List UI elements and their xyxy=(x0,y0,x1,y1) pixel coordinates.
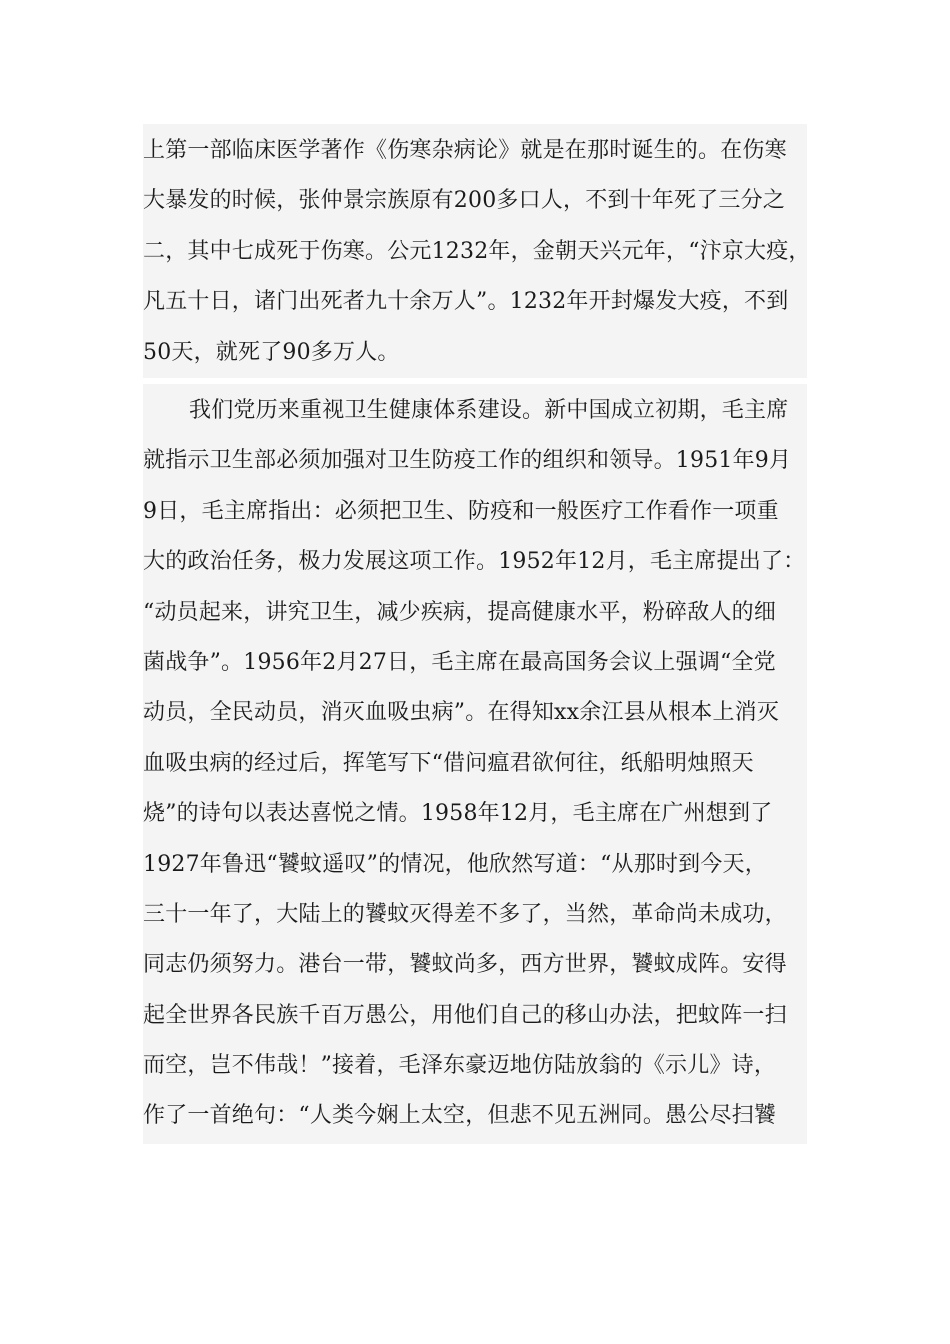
paragraph-history-epidemics xyxy=(143,126,843,378)
text-line: 起全世界各民族千百万愚公，用他们自己的移山办法，把蚊阵一扫 xyxy=(143,1002,787,1028)
text-line: 大暴发的时候，张仲景宗族原有200多口人，不到十年死了三分之 xyxy=(143,188,785,214)
text-line: 50天，就死了90多万人。 xyxy=(143,339,400,365)
text-line: 动员，全民动员，消灭血吸虫病”。在得知xx余江县从根本上消灭 xyxy=(143,700,780,726)
text-line: “动员起来，讲究卫生，减少疾病，提高健康水平，粉碎敌人的细 xyxy=(143,599,777,625)
text-line: 大的政治任务，极力发展这项工作。1952年12月，毛主席提出了： xyxy=(143,549,806,575)
paragraph-party-health-policy xyxy=(143,386,843,1142)
text-line: 二，其中七成死于伤寒。公元1232年，金朝天兴元年，“汴京大疫， xyxy=(143,238,811,264)
text-line: 烧”的诗句以表达喜悦之情。1958年12月，毛主席在广州想到了 xyxy=(143,801,773,827)
text-line: 1927年鲁迅“饕蚊遥叹”的情况，他欣然写道：“从那时到今天， xyxy=(143,851,767,877)
text-line: 上第一部临床医学著作《伤寒杂病论》就是在那时诞生的。在伤寒 xyxy=(143,138,787,163)
text-line: 9日，毛主席指出：必须把卫生、防疫和一般医疗工作看作一项重 xyxy=(143,498,779,524)
text-line: 凡五十日，诸门出死者九十余万人”。1232年开封爆发大疫，不到 xyxy=(143,289,789,315)
text-line: 菌战争”。1956年2月27日，毛主席在最高国务会议上强调“全党 xyxy=(143,649,776,675)
text-line: 血吸虫病的经过后，挥笔写下“借问瘟君欲何往，纸船明烛照天 xyxy=(143,750,754,776)
text-line: 而空，岂不伟哉！”接着，毛泽东豪迈地仿陆放翁的《示儿》诗， xyxy=(143,1053,777,1079)
text-line: 就指示卫生部必须加强对卫生防疫工作的组织和领导。1951年9月 xyxy=(143,448,792,474)
text-line: 作了一首绝句：“人类今娴上太空，但悲不见五洲同。愚公尽扫饕 xyxy=(143,1103,777,1129)
text-line: 我们党历来重视卫生健康体系建设。新中国成立初期，毛主席 xyxy=(189,398,789,423)
text-line: 同志仍须努力。港台一带，饕蚊尚多，西方世界，饕蚊成阵。安得 xyxy=(143,952,787,978)
text-line: 三十一年了，大陆上的饕蚊灭得差不多了，当然，革命尚未成功， xyxy=(143,901,787,927)
